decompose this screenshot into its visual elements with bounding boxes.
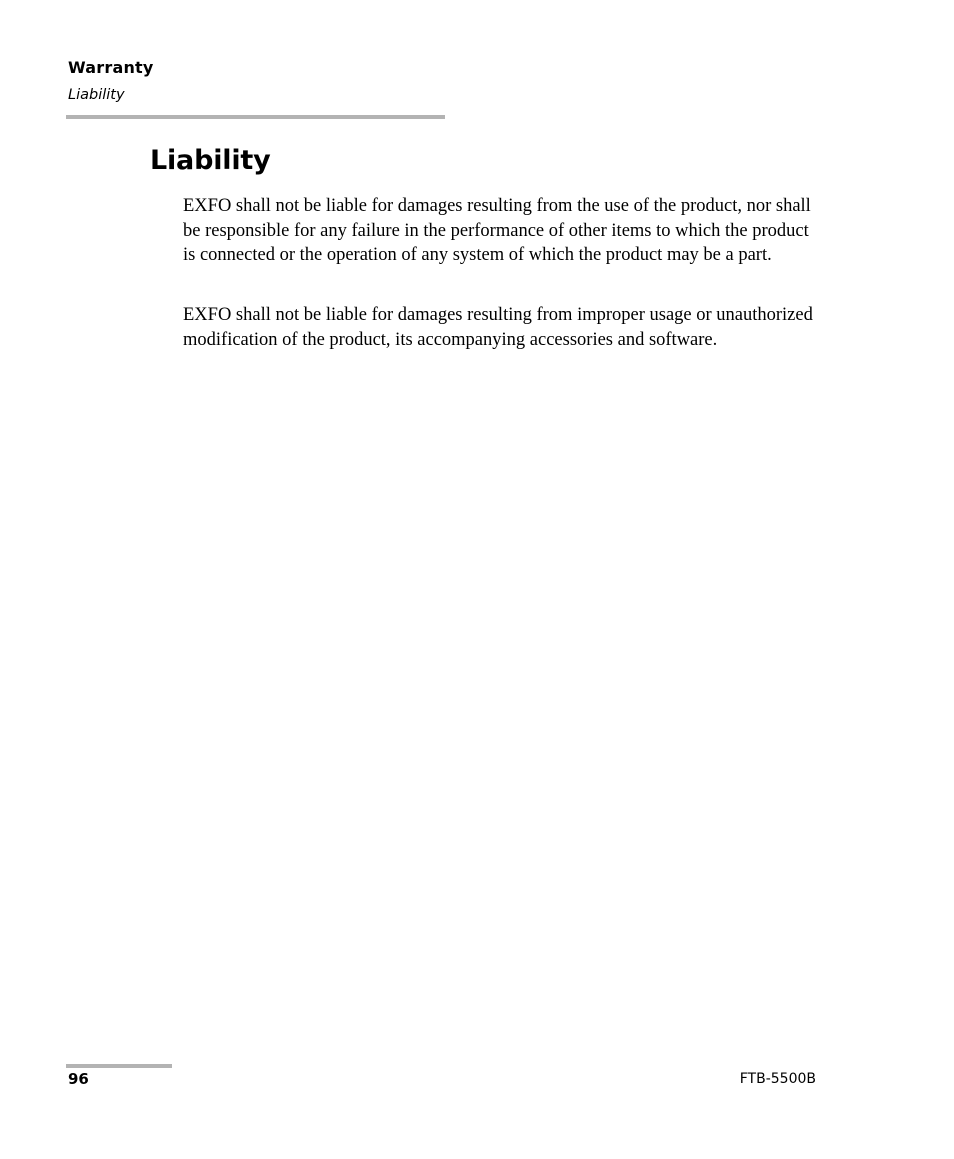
page-number: 96 (68, 1070, 89, 1088)
product-name: FTB-5500B (739, 1071, 816, 1087)
running-header-section: Liability (68, 87, 125, 103)
body-paragraph-1: EXFO shall not be liable for damages resulting from the use of the product, nor shall be responsible for any failure in the performance of other items to which the product is connected or the operation of any system of which the product may be a part. (183, 196, 811, 266)
page-title: Liability (150, 145, 271, 176)
header-divider (66, 115, 445, 119)
running-header-chapter: Warranty (68, 58, 154, 77)
body-paragraph-2: EXFO shall not be liable for damages resulting from improper usage or unauthorized modification of the product, its accompanying accessories and software. (183, 305, 813, 350)
footer-divider (66, 1064, 172, 1068)
